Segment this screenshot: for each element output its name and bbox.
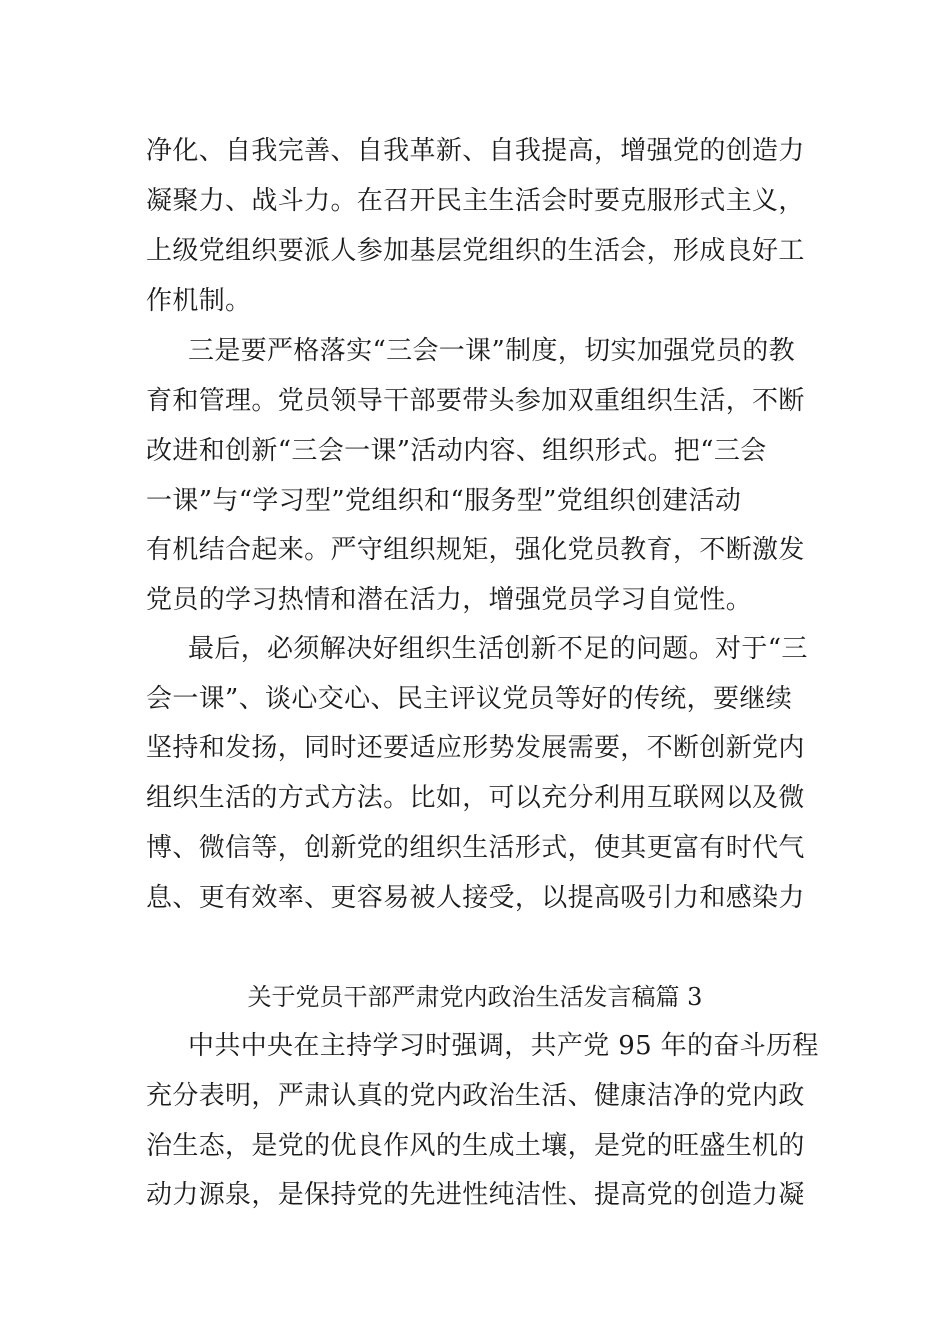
text-line: 上级党组织要派人参加基层党组织的生活会，形成良好工 [146,236,805,266]
text-line: 凝聚力、战斗力。在召开民主生活会时要克服形式主义， [146,186,805,216]
text-line: 充分表明，严肃认真的党内政治生活、健康洁净的党内政 [146,1081,805,1111]
text-line: 改进和创新“三会一课”活动内容、组织形式。把“三会 [146,436,767,466]
text-line: 坚持和发扬，同时还要适应形势发展需要，不断创新党内 [146,733,805,763]
text-line: 中共中央在主持学习时强调，共产党 95 年的奋斗历程 [188,1031,819,1061]
text-line: 净化、自我完善、自我革新、自我提高，增强党的创造力 [146,136,805,166]
text-line: 最后，必须解决好组织生活创新不足的问题。对于“三 [188,634,808,664]
text-line: 治生态，是党的优良作风的生成土壤，是党的旺盛生机的 [146,1131,805,1161]
text-line: 有机结合起来。严守组织规矩，强化党员教育，不断激发 [146,535,805,565]
text-line: 一课”与“学习型”党组织和“服务型”党组织创建活动 [146,486,742,516]
section-heading: 关于党员干部严肃党内政治生活发言稿篇 3 [247,983,703,1011]
text-line: 育和管理。党员领导干部要带头参加双重组织生活，不断 [146,386,805,416]
text-line: 动力源泉，是保持党的先进性纯洁性、提高党的创造力凝 [146,1180,805,1210]
text-line: 党员的学习热情和潜在活力，增强党员学习自觉性。 [146,585,753,615]
text-line: 组织生活的方式方法。比如，可以充分利用互联网以及微 [146,783,805,813]
text-line: 三是要严格落实“三会一课”制度，切实加强党员的教 [188,336,795,366]
text-line: 会一课”、谈心交心、民主评议党员等好的传统，要继续 [146,684,793,714]
text-line: 息、更有效率、更容易被人接受，以提高吸引力和感染力 [146,883,805,913]
text-line: 作机制。 [146,286,252,316]
text-line: 博、微信等，创新党的组织生活形式，使其更富有时代气 [146,833,805,863]
